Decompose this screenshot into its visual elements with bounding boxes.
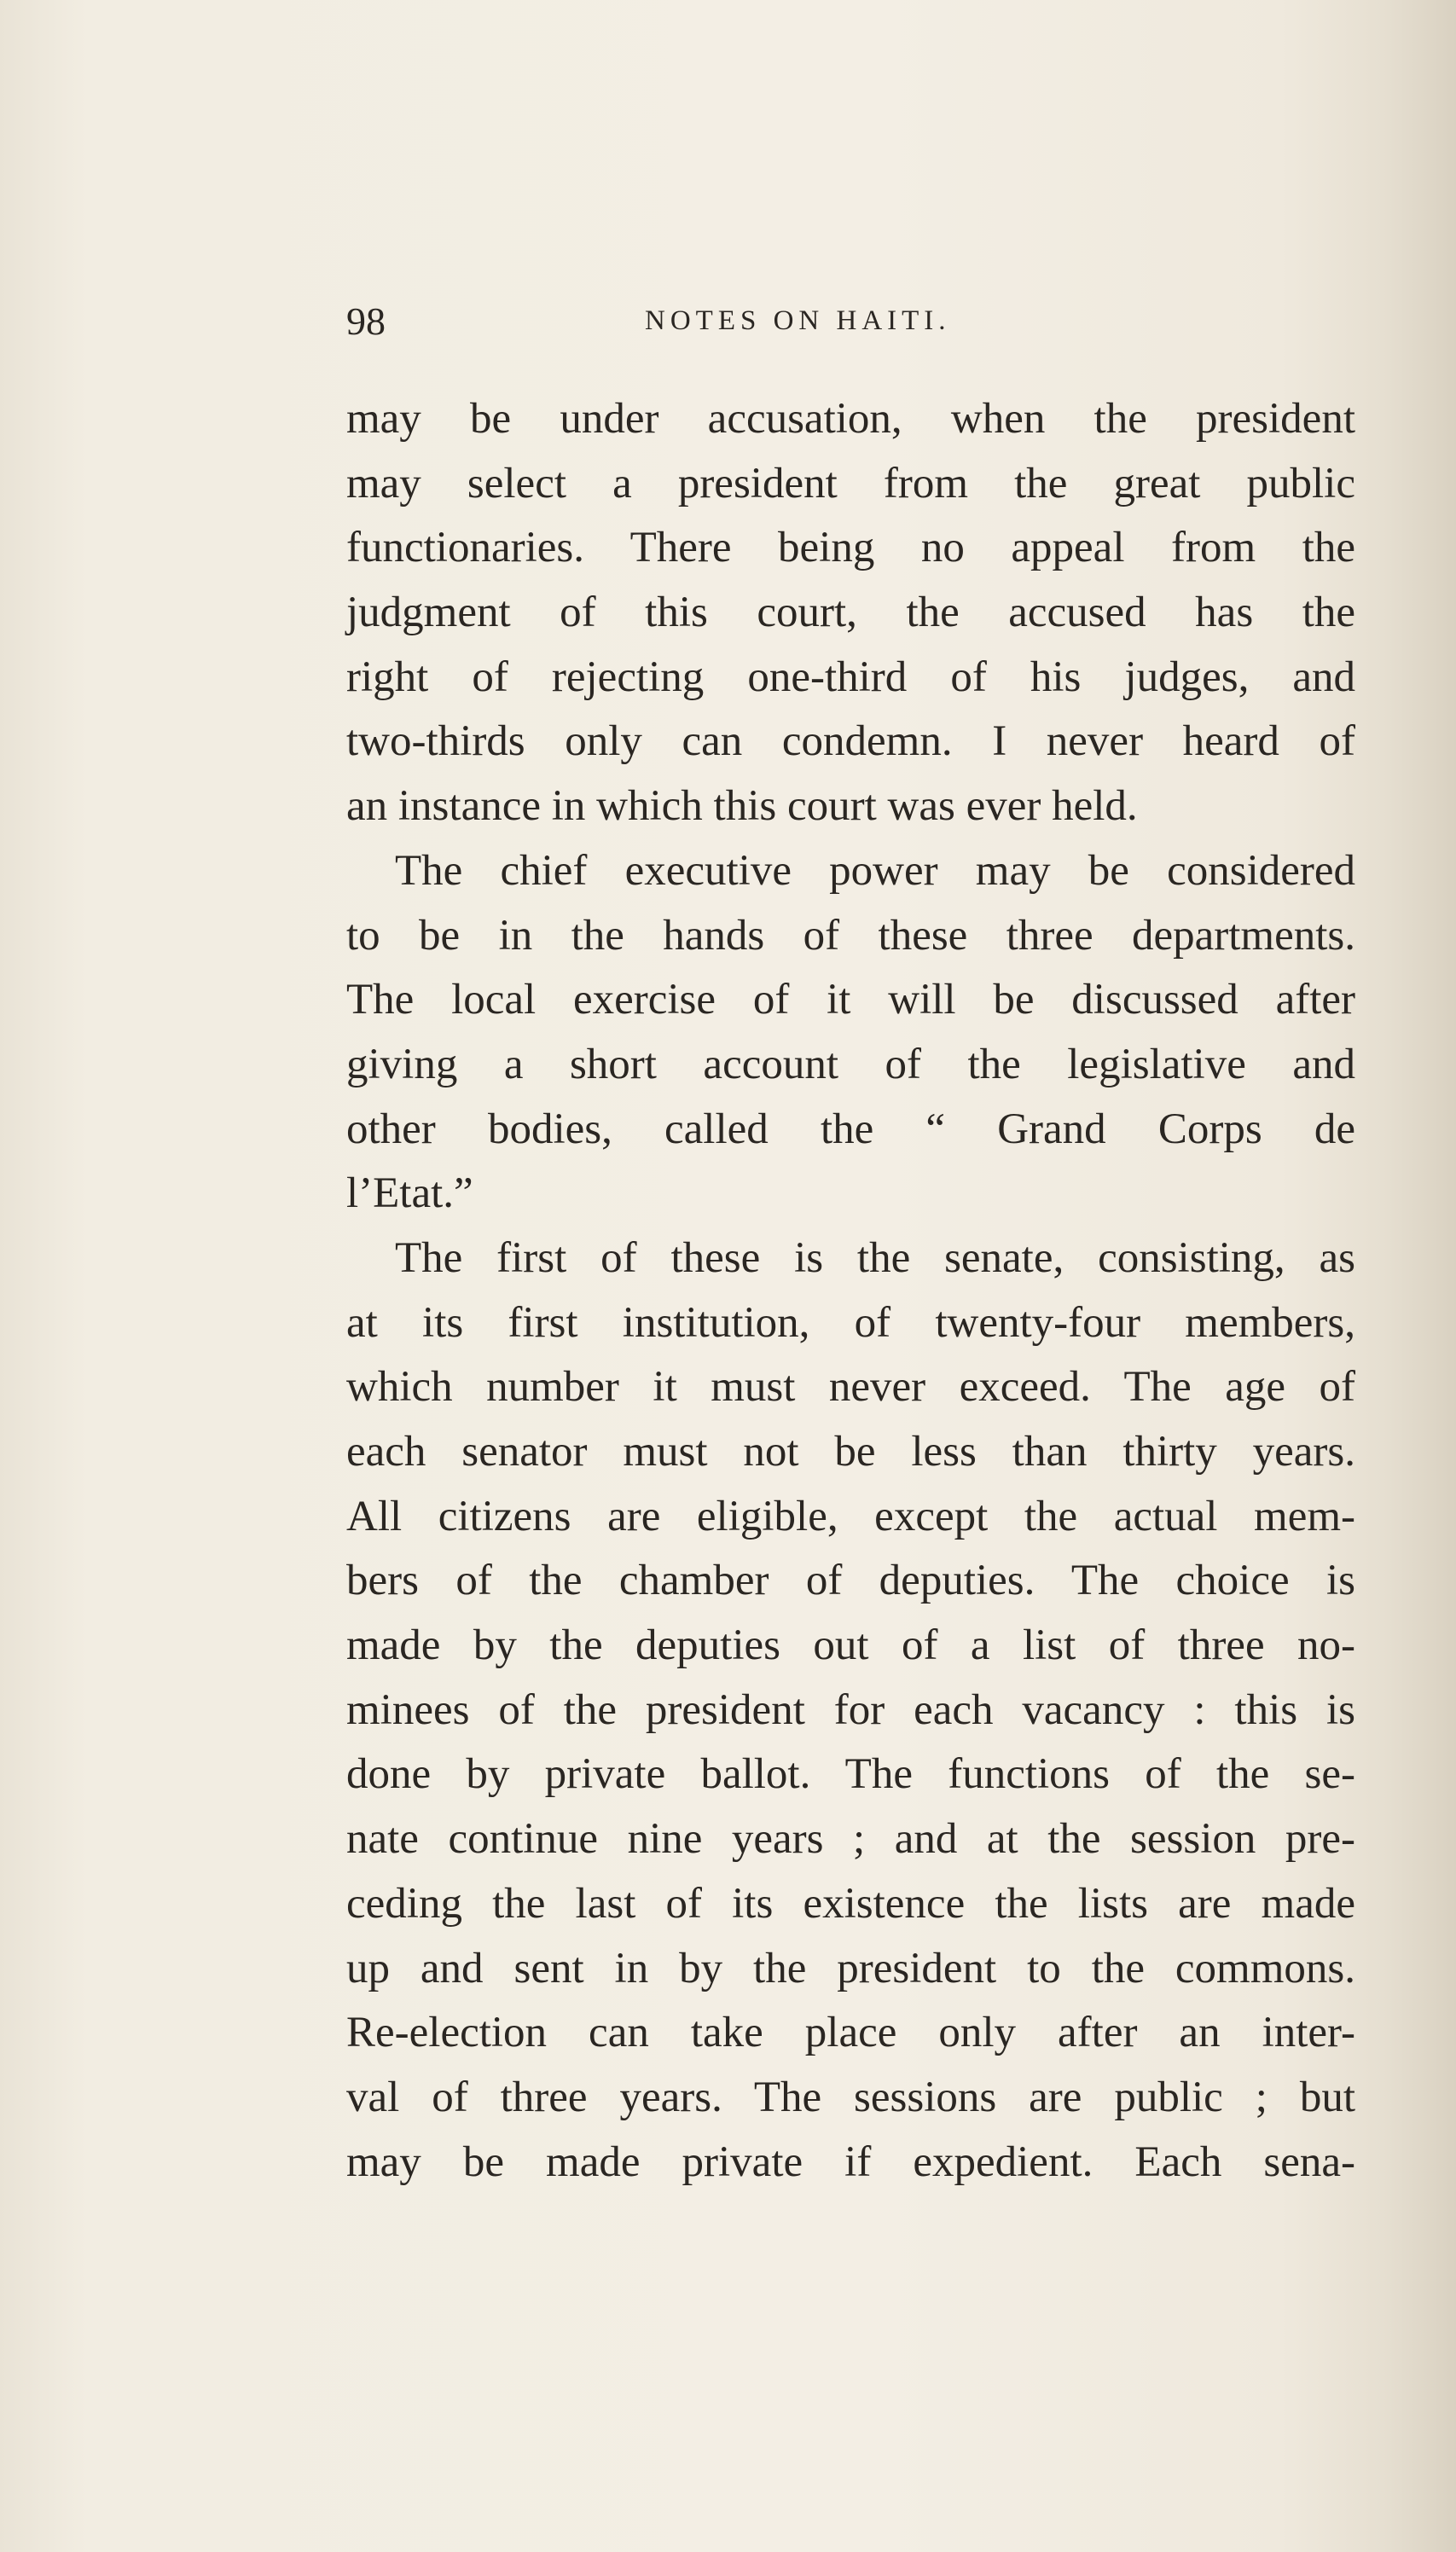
text-line: minees of the president for each vacancy : this is bbox=[346, 1685, 1355, 1734]
text-line: done by private ballot. The functions of the se- bbox=[346, 1750, 1355, 1799]
text-line: giving a short account of the legislative and bbox=[346, 1040, 1355, 1088]
text-line: The local exercise of it will be discussed after bbox=[346, 976, 1355, 1024]
text-line: made by the deputies out of a list of three no- bbox=[346, 1621, 1355, 1670]
text-line: may be made private if expedient. Each sena- bbox=[346, 2137, 1355, 2186]
text-line: to be in the hands of these three departments. bbox=[346, 911, 1355, 960]
text-line: Re-election can take place only after an inter- bbox=[346, 2009, 1355, 2057]
text-line: All citizens are eligible, except the actual mem- bbox=[346, 1492, 1355, 1540]
paragraph-first-line: The chief executive power may be considered bbox=[395, 846, 1355, 895]
text-line: up and sent in by the president to the commons. bbox=[346, 1944, 1355, 1992]
page-body-text bbox=[346, 387, 1355, 2195]
page-number: 98 bbox=[346, 299, 386, 343]
text-line: other bodies, called the “ Grand Corps de bbox=[346, 1105, 1355, 1153]
running-title: NOTES ON HAITI. bbox=[645, 305, 951, 336]
text-line: l’Etat.” bbox=[346, 1169, 473, 1218]
text-line: functionaries. There being no appeal from the bbox=[346, 524, 1355, 572]
text-line: an instance in which this court was ever held. bbox=[346, 782, 1138, 831]
text-line: at its first institution, of twenty-four members, bbox=[346, 1298, 1355, 1347]
text-line: nate continue nine years ; and at the session pre- bbox=[346, 1815, 1355, 1864]
text-line: each senator must not be less than thirty years. bbox=[346, 1428, 1355, 1476]
text-line: may select a president from the great public bbox=[346, 459, 1355, 508]
text-line: val of three years. The sessions are public ; but bbox=[346, 2073, 1355, 2121]
paragraph-first-line: The first of these is the senate, consisting, as bbox=[395, 1233, 1355, 1282]
text-line: right of rejecting one-third of his judges, and bbox=[346, 652, 1355, 701]
text-line: judgment of this court, the accused has the bbox=[346, 589, 1355, 637]
text-line: may be under accusation, when the president bbox=[346, 395, 1355, 443]
text-line: bers of the chamber of deputies. The choice is bbox=[346, 1557, 1355, 1605]
text-line: ceding the last of its existence the lists are made bbox=[346, 1879, 1355, 1928]
text-line: two-thirds only can condemn. I never heard of bbox=[346, 717, 1355, 766]
running-header bbox=[346, 299, 1355, 353]
text-line: which number it must never exceed. The age of bbox=[346, 1363, 1355, 1412]
